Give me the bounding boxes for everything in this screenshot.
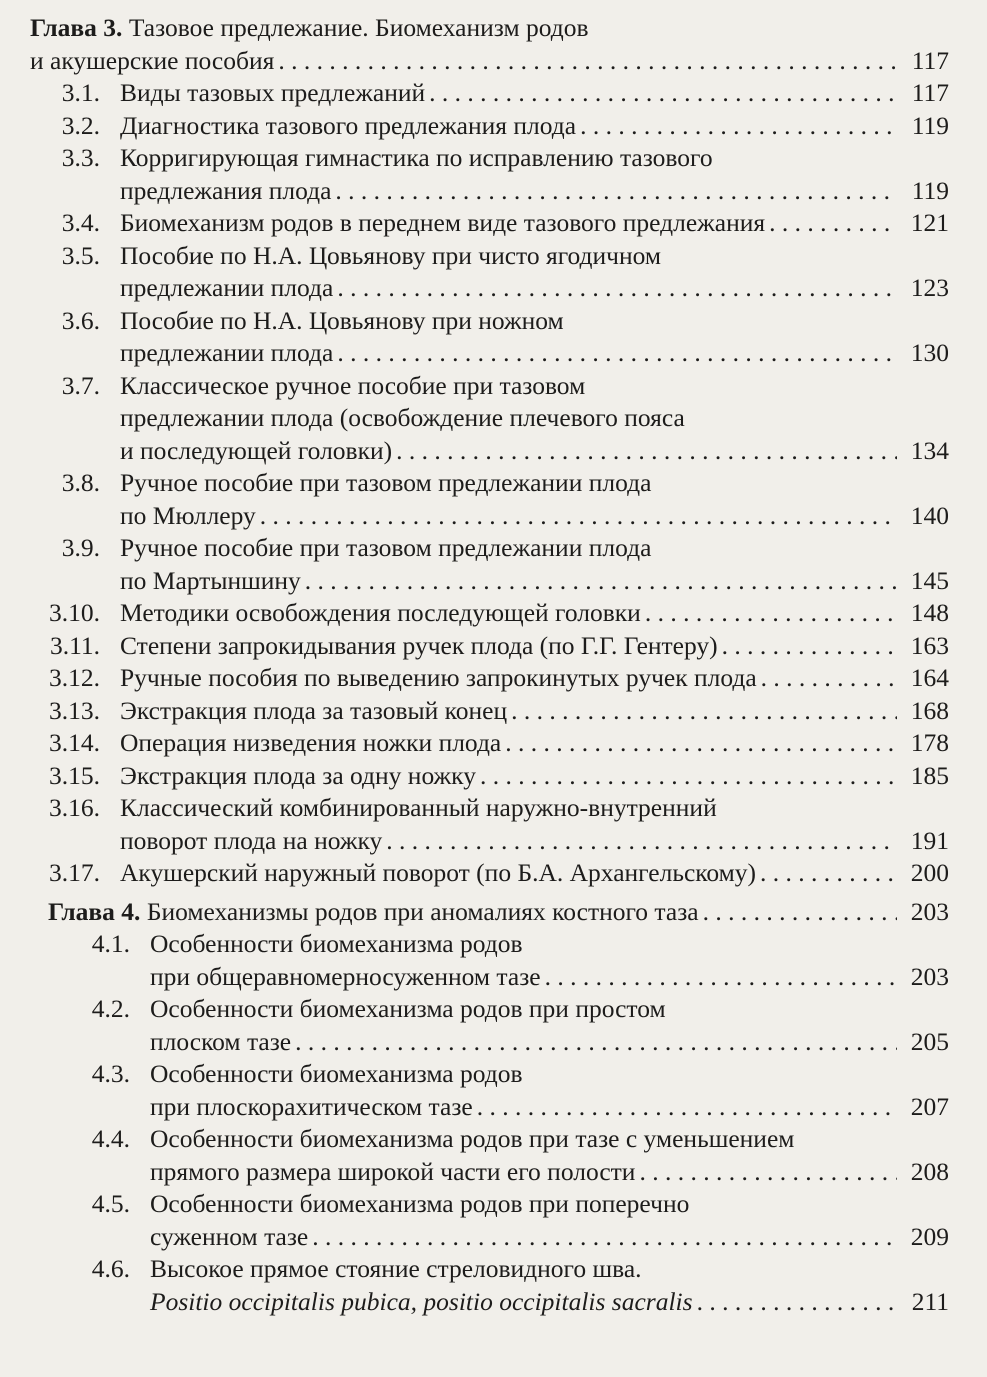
chapter-4-label: Глава 4. [48,896,141,926]
leader-dots [477,1091,897,1124]
toc-entry [48,1123,949,1188]
toc-entry-title: Биомеханизм родов в переднем виде тазового предлежания [120,208,766,237]
leader-dots [386,825,897,858]
toc-entry [48,1253,949,1318]
toc-entry-last-line [150,1091,949,1124]
toc-entry-last-line [120,110,949,143]
toc-entry-number: 4.4. [91,1124,130,1153]
toc-entry [30,240,949,305]
toc-entry-number: 4.3. [91,1059,130,1088]
toc-entry-last-line [120,175,949,208]
toc-entry-text-line: Особенности биомеханизма родов при поперечно [150,1189,690,1218]
toc-entry-page: 200 [910,858,949,887]
toc-entry-title: плоском тазе [150,1026,292,1056]
leader-dots [278,45,897,78]
toc-entry-last-line [120,630,949,663]
toc-entry [48,993,949,1058]
toc-entry-title: по Мартыншину [120,565,301,595]
toc-entry-page: 140 [910,500,949,530]
chapter-3 [30,12,949,890]
toc-entry-page: 205 [910,1026,949,1056]
toc-entry-title: при общеравномерносуженном тазе [150,961,541,991]
toc-entry-text-line: предлежании плода (освобождение плечевого пояса [120,403,685,432]
toc-entry-title: прямого размера широкой части его полости [150,1156,636,1186]
toc-entry-number: 3.12. [49,663,100,692]
toc-entry-page: 117 [911,78,949,107]
toc-entry-text-line: Классическое ручное пособие при тазовом [120,370,586,400]
toc-entry-page: 209 [910,1221,949,1251]
toc-entry [48,1188,949,1253]
toc-entry-title: Диагностика тазового предлежания плода [120,110,577,140]
toc-entry [30,532,949,597]
toc-entry-number: 3.13. [49,695,100,725]
toc-entry-text-line: Высокое прямое стояние стреловидного шва. [150,1254,642,1283]
toc-entry-number: 3.8. [61,468,100,497]
toc-entry-number: 4.5. [91,1189,130,1218]
toc-entry-number: 3.11. [49,630,100,660]
toc-entry-last-line [150,1156,949,1189]
toc-entry-last-line [120,662,949,695]
toc-entry-page: 163 [910,630,949,660]
toc-entry [48,928,949,993]
chapter-4-heading [48,896,949,929]
toc-entry-text-line: Ручное пособие при тазовом предлежании плода [120,468,652,497]
toc-entry-last-line [120,272,949,305]
toc-entry-text-line: Пособие по Н.А. Цовьянову при ножном [120,305,564,335]
toc-entry [30,727,949,760]
toc-entry-last-line [120,565,949,598]
leader-dots [703,896,897,929]
toc-entry-number: 4.1. [91,929,130,958]
leader-dots [639,1156,897,1189]
toc-entry-last-line [120,435,949,468]
toc-entry-number: 3.14. [49,728,100,757]
leader-dots [480,760,897,793]
toc-entry-number: 3.3. [61,143,100,172]
toc-entry [30,207,949,240]
toc-entry-text-line: Особенности биомеханизма родов [150,929,523,958]
toc-entry-title: суженном тазе [150,1221,309,1251]
toc-entry-title: Экстракция плода за тазовый конец [120,695,508,725]
toc-entry-page: 119 [911,110,949,140]
toc-entry [30,77,949,110]
leader-dots [335,175,897,208]
leader-dots [396,435,897,468]
leader-dots [295,1026,897,1059]
toc-entry-last-line [120,207,949,240]
leader-dots [761,662,897,695]
chapter-4 [30,896,949,1319]
chapter-3-label: Глава 3. [30,13,123,42]
leader-dots [511,695,897,728]
toc-entry-last-line [120,760,949,793]
toc-entry [30,792,949,857]
toc-entry-page: 203 [910,961,949,991]
toc-entry-number: 4.6. [91,1254,130,1283]
toc-entry-page: 123 [910,273,949,302]
toc-entry-page: 145 [910,565,949,595]
toc-entry-title: предлежании плода [120,273,334,302]
toc-entry-number: 3.4. [61,208,100,237]
toc-entry-title: Экстракция плода за одну ножку [120,760,476,790]
toc-entry-page: 191 [910,825,949,855]
toc-entry-last-line [120,857,949,890]
toc-entry-text-line: Особенности биомеханизма родов [150,1059,523,1088]
leader-dots [337,337,897,370]
chapter-3-page: 117 [911,45,949,75]
toc-entry-number: 3.15. [49,760,100,790]
toc-entry-page: 164 [910,663,949,692]
chapter-3-title-line-1: Глава 3. Тазовое предлежание. Биомеханизм родов [30,13,589,42]
toc-entry-number: 3.7. [61,370,100,400]
chapter-3-items [30,77,949,890]
toc-entry-title: Методики освобождения последующей головки [120,598,641,627]
toc-entry-text-line: Пособие по Н.А. Цовьянову при чисто ягодичном [120,240,662,270]
toc-entry-page: 119 [911,175,949,205]
toc-entry [30,305,949,370]
toc-entry-number: 3.9. [61,533,100,562]
toc-entry-title: Ручные пособия по выведению запрокинутых ручек плода [120,663,757,692]
toc-entry [30,760,949,793]
toc-entry-text-line: Особенности биомеханизма родов при простом [150,994,666,1023]
toc-entry-text-line: Ручное пособие при тазовом предлежании плода [120,533,652,562]
toc-entry-title: Операция низведения ножки плода [120,728,502,757]
toc-entry-page: 121 [910,208,949,237]
toc-entry-title: по Мюллеру [120,500,256,530]
toc-entry-number: 3.17. [49,858,100,887]
toc-entry-title: при плоскорахитическом тазе [150,1091,473,1121]
toc-entry-last-line [150,961,949,994]
toc-entry-title: предлежании плода [120,338,334,367]
toc-entry-title: Виды тазовых предлежаний [120,78,426,107]
toc-entry-text-line: Особенности биомеханизма родов при тазе с уменьшением [150,1124,795,1153]
toc-entry-last-line [120,500,949,533]
toc-entry-last-line [150,1286,949,1319]
toc-entry-title: предлежания плода [120,175,332,205]
toc-entry-page: 134 [910,435,949,465]
toc-entry [30,467,949,532]
leader-dots [305,565,897,598]
chapter-3-title-line-2: и акушерские пособия . . . 117 [30,45,949,78]
leader-dots [722,630,897,663]
toc-entry [30,110,949,143]
toc-entry [30,662,949,695]
leader-dots [312,1221,897,1254]
toc-entry-last-line [120,695,949,728]
toc-entry-page: 168 [910,695,949,725]
leader-dots [697,1286,897,1319]
toc-entry [30,857,949,890]
toc-entry-page: 207 [910,1091,949,1121]
toc-entry-number: 3.6. [61,305,100,335]
toc-entry-title: Степени запрокидывания ручек плода (по Г.Г. Гентеру) [120,630,718,660]
leader-dots [260,500,897,533]
toc-entry-title: и последующей головки) [120,435,393,465]
toc-entry-title: Positio occipitalis pubica, positio occipitalis sacralis [150,1286,693,1316]
chapter-4-title-line-1: Глава 4. Биомеханизмы родов при аномалиях костного таза . . . 203 [48,896,949,929]
toc-entry [30,370,949,468]
toc-entry-text-line: Корригирующая гимнастика по исправлению тазового [120,143,713,172]
leader-dots [645,597,897,630]
toc-entry-page: 208 [910,1156,949,1186]
toc-entry [30,597,949,630]
toc-entry-page: 148 [910,598,949,627]
toc-entry [48,1058,949,1123]
toc-entry-last-line [150,1026,949,1059]
toc-entry-last-line [120,77,949,110]
toc-entry-number: 3.16. [49,793,100,822]
toc-entry-last-line [150,1221,949,1254]
leader-dots [545,961,897,994]
leader-dots [760,857,897,890]
toc-entry-number: 3.1. [61,78,100,107]
leader-dots [429,77,897,110]
chapter-4-page: 203 [910,896,949,926]
toc-entry [30,142,949,207]
leader-dots [580,110,897,143]
toc-entry-page: 178 [910,728,949,757]
toc-entry-title: поворот плода на ножку [120,825,383,855]
leader-dots [505,727,897,760]
toc-entry [30,630,949,663]
toc-entry-text-line: Классический комбинированный наружно-внутренний [120,793,717,822]
toc-entry-page: 185 [910,760,949,790]
toc-entry-number: 3.5. [61,240,100,270]
toc-entry-last-line [120,727,949,760]
toc-entry-title: Акушерский наружный поворот (по Б.А. Архангельскому) [120,858,757,887]
leader-dots [769,207,897,240]
leader-dots [337,272,897,305]
toc-entry-last-line [120,825,949,858]
toc-entry-number: 3.10. [49,598,100,627]
chapter-3-heading [30,12,949,77]
toc-entry [30,695,949,728]
toc-entry-last-line [120,597,949,630]
toc-entry-number: 4.2. [91,994,130,1023]
toc-entry-page: 130 [910,338,949,367]
toc-entry-last-line [120,337,949,370]
toc-entry-number: 3.2. [61,110,100,140]
chapter-4-items [48,928,949,1318]
toc-entry-page: 211 [911,1286,949,1316]
